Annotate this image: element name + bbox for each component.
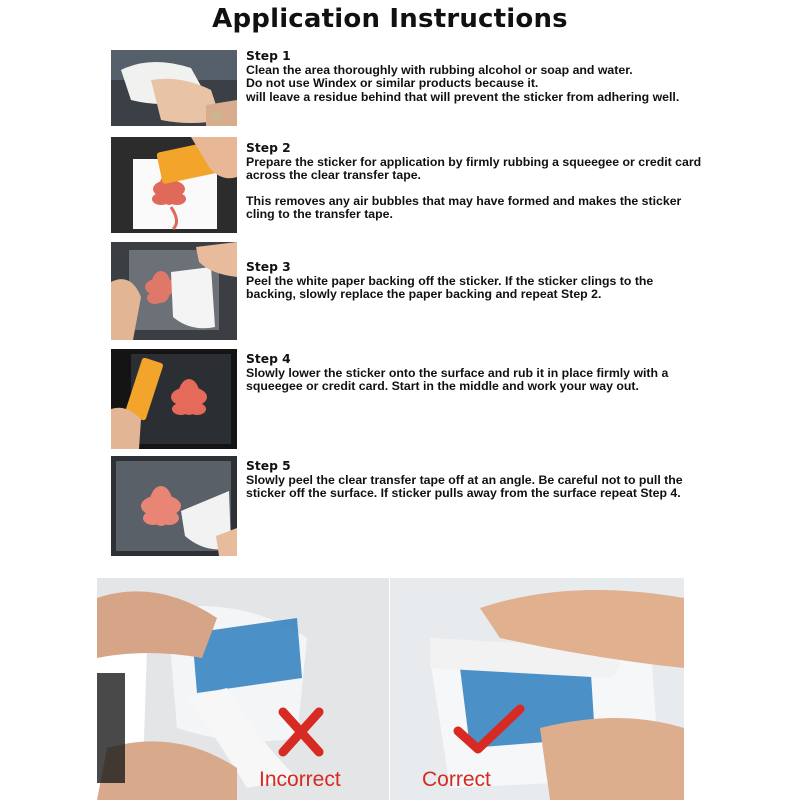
cleaning-car-window-photo xyxy=(111,50,237,126)
step-paragraph: Prepare the sticker for application by firmly rubbing a squeegee or credit card across the clear transfer tape. xyxy=(246,154,702,183)
page-title: Application Instructions xyxy=(212,4,568,34)
step-5-text xyxy=(246,460,706,501)
step-3-text xyxy=(246,261,706,302)
step-label: Step 1 xyxy=(246,49,291,63)
step-paragraph: Do not use Windex or similar products because it. xyxy=(246,76,539,91)
step-paragraph: This removes any air bubbles that may have formed and makes the sticker cling to the transfer tape. xyxy=(246,193,682,222)
step-paragraph: Clean the area thoroughly with rubbing alcohol or soap and water. xyxy=(246,62,633,77)
squeegee-on-window-photo xyxy=(111,349,237,449)
step-label: Step 5 xyxy=(246,459,291,473)
step-4-text xyxy=(246,353,706,394)
correct-example-photo xyxy=(390,578,684,800)
peel-backing-photo xyxy=(111,242,237,340)
step-paragraph: Slowly peel the clear transfer tape off at an angle. Be careful not to pull the sticker off the surface. If sticker pulls away from the surface repeat Step 4. xyxy=(246,472,683,501)
correct-check-icon xyxy=(452,703,526,755)
step-label: Step 4 xyxy=(246,352,291,366)
incorrect-x-icon xyxy=(277,706,325,758)
step-label: Step 2 xyxy=(246,141,291,155)
step-2-text xyxy=(246,142,706,222)
incorrect-label: Incorrect xyxy=(259,768,341,791)
squeegee-on-sticker-photo xyxy=(111,137,237,233)
correct-label: Correct xyxy=(422,768,491,791)
step-paragraph: will leave a residue behind that will prevent the sticker from adhering well. xyxy=(246,89,680,104)
step-paragraph: Slowly lower the sticker onto the surface and rub it in place firmly with a squeegee or credit card. Start in the middle and work your way out. xyxy=(246,365,669,394)
incorrect-example-photo xyxy=(97,578,389,800)
peel-transfer-tape-photo xyxy=(111,456,237,556)
step-paragraph: Peel the white paper backing off the sticker. If the sticker clings to the backing, slowly replace the paper backing and repeat Step 2. xyxy=(246,273,654,302)
step-label: Step 3 xyxy=(246,260,291,274)
step-1-text xyxy=(246,50,706,104)
